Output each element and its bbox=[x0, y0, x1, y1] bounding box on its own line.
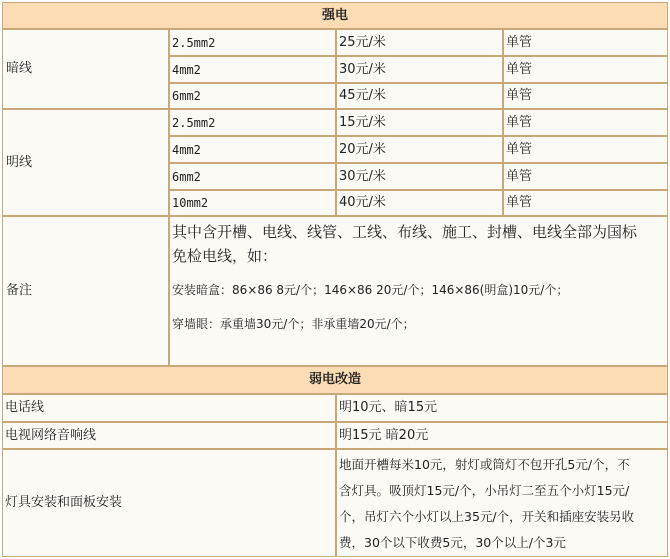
tv-network-audio-label-cell bbox=[2, 422, 336, 449]
table-cell-pipe bbox=[503, 109, 668, 136]
spec-text: 10mm2 bbox=[172, 196, 209, 210]
remark-label-cell bbox=[2, 216, 169, 366]
remark-text-line: 其中含开槽、电线、线管、工线、布线、施工、封槽、电线全部为国标 bbox=[172, 223, 638, 241]
phone-line-label: 电话线 bbox=[5, 400, 45, 415]
price-text: 45元/米 bbox=[339, 88, 386, 103]
lamp-install-text-line: 费，30个以下收费5元，30个以上/个3元 bbox=[339, 535, 566, 550]
table-cell-pipe bbox=[503, 163, 668, 190]
table-cell-price bbox=[336, 56, 503, 83]
tv-network-audio-price-cell bbox=[336, 422, 668, 449]
table-cell-price bbox=[336, 163, 503, 190]
remark-text-line: 免检电线，如： bbox=[172, 247, 278, 265]
exposed-wire-label-cell bbox=[2, 109, 169, 216]
junction-box-price-line: 安装暗盒：86×86 8元/个；146×86 20元/个；146×86(明盒)10元/个； bbox=[172, 283, 569, 297]
spec-text: 6mm2 bbox=[172, 169, 201, 184]
table-cell-price bbox=[336, 136, 503, 163]
lamp-install-text-line: 地面开槽每米10元，射灯或筒灯不包开孔5元/个，不 bbox=[339, 457, 630, 472]
table-cell-spec bbox=[169, 29, 336, 56]
lamp-install-text-line: 含灯具。吸顶灯15元/个，小吊灯二至五个小灯15元/ bbox=[339, 483, 630, 498]
table-cell-price bbox=[336, 109, 503, 136]
table-cell-price bbox=[336, 190, 503, 216]
phone-line-label-cell bbox=[2, 394, 336, 422]
remark-content-cell bbox=[169, 216, 668, 366]
table-cell-spec bbox=[169, 190, 336, 216]
lamp-install-label-cell bbox=[2, 449, 336, 557]
phone-line-price-cell bbox=[336, 394, 668, 422]
spec-text: 2.5mm2 bbox=[172, 115, 216, 130]
table-cell-pipe bbox=[503, 56, 668, 83]
strong-electric-header bbox=[2, 2, 668, 29]
price-text: 30元/米 bbox=[339, 168, 386, 184]
table-cell-pipe bbox=[503, 190, 668, 216]
tv-network-audio-price: 明15元 暗20元 bbox=[339, 427, 429, 443]
price-text: 20元/米 bbox=[339, 141, 386, 157]
table-cell-pipe bbox=[503, 83, 668, 109]
spec-text: 6mm2 bbox=[172, 89, 201, 103]
weak-electric-header bbox=[2, 366, 668, 394]
hidden-wire-label-cell bbox=[2, 29, 169, 109]
table-cell-spec bbox=[169, 109, 336, 136]
lamp-install-content-cell bbox=[336, 449, 668, 557]
pipe-text: 单管 bbox=[506, 34, 533, 50]
pipe-text: 单管 bbox=[506, 114, 533, 130]
table-cell-spec bbox=[169, 163, 336, 190]
pipe-text: 单管 bbox=[506, 88, 533, 103]
hidden-wire-label: 暗线 bbox=[6, 61, 33, 76]
price-text: 30元/米 bbox=[339, 61, 386, 77]
spec-text: 4mm2 bbox=[172, 142, 201, 157]
price-text: 25元/米 bbox=[339, 34, 386, 50]
table-cell-price bbox=[336, 29, 503, 56]
pipe-text: 单管 bbox=[506, 61, 533, 77]
table-cell-pipe bbox=[503, 29, 668, 56]
table-cell-spec bbox=[169, 56, 336, 83]
tv-network-audio-label: 电视网络音响线 bbox=[5, 427, 97, 443]
price-text: 40元/米 bbox=[339, 195, 386, 210]
spec-text: 2.5mm2 bbox=[172, 35, 216, 50]
lamp-install-label: 灯具安装和面板安装 bbox=[5, 495, 123, 510]
spec-text: 4mm2 bbox=[172, 62, 201, 77]
weak-electric-title: 弱电改造 bbox=[308, 372, 361, 387]
exposed-wire-label: 明线 bbox=[6, 154, 33, 170]
table-cell-spec bbox=[169, 136, 336, 163]
price-text: 15元/米 bbox=[339, 114, 386, 130]
pipe-text: 单管 bbox=[506, 141, 533, 157]
table-cell-spec bbox=[169, 83, 336, 109]
strong-electric-title: 强电 bbox=[321, 7, 348, 23]
phone-line-price: 明10元、暗15元 bbox=[339, 400, 438, 415]
wall-hole-price-line: 穿墙眼：承重墙30元/个；非承重墙20元/个； bbox=[172, 317, 415, 331]
table-cell-pipe bbox=[503, 136, 668, 163]
pipe-text: 单管 bbox=[506, 168, 533, 184]
table-cell-price bbox=[336, 83, 503, 109]
lamp-install-text-line: 个，吊灯六个小灯以上35元/个，开关和插座安装另收 bbox=[339, 509, 635, 524]
remark-label: 备注 bbox=[6, 283, 33, 298]
pipe-text: 单管 bbox=[506, 195, 533, 210]
